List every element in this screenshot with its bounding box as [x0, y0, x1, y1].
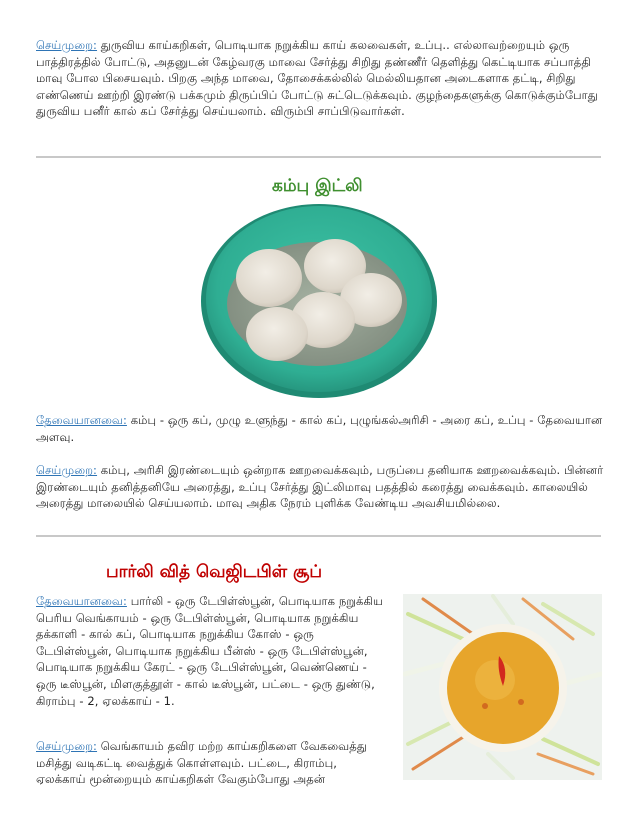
soup-garnish: [518, 699, 524, 705]
method-label: செய்முறை:: [36, 463, 98, 477]
ingredients-paragraph-soup: [36, 593, 388, 709]
soup-garnish: [482, 703, 488, 709]
ingredients-label: தேவையானவை:: [36, 594, 127, 608]
idli-piece: [236, 249, 302, 307]
method-text: வெங்காயம் தவிர மற்ற காய்கறிகளை வேகவைத்து மசித்து வடிகட்டி வைத்துக் கொள்ளவும். பட்டை, கிராம்பு, ஏலக்காய் மூன்றையும் காய்கறிகள் வேகும்போது அதன்: [36, 739, 367, 787]
method-label: செய்முறை:: [36, 739, 98, 753]
method-label: செய்முறை:: [36, 38, 98, 52]
idli-plate-image: [181, 200, 457, 400]
ingredients-paragraph-idli: [36, 412, 604, 445]
method-text: கம்பு, அரிசி இரண்டையும் ஒன்றாக ஊறவைக்கவும், பருப்பை தனியாக ஊறவைக்கவும். பின்னர் இரண்டையும் தனித்தனியே அரைத்து, உப்பு சேர்த்து இட்லிமாவு பதத்தில் கரைத்து வைக்கவும். காலையில் அரைத்து மாலையில் செய்யலாம். மாவு அதிக நேரம் புளிக்க வேண்டிய அவசியமில்லை.: [36, 463, 604, 511]
method-text: துருவிய காய்கறிகள், பொடியாக நறுக்கிய காய் கலவைகள், உப்பு.. எல்லாவற்றையும் ஒரு பாத்திரத்தில் போட்டு, அதனுடன் கேழ்வரகு மாவை சேர்த்து சிறிது தண்ணீர் தெளித்து கெட்டியாக சப்பாத்தி மாவு போல பிசையவும். பிறகு அந்த மாவை, தோசைக்கல்லில் மெல்லியதான அடைகளாக தட்டி, சிறிது எண்ணெய் ஊற்றி இரண்டு பக்கமும் திருப்பிப் போட்டு சுட்டெடுக்கவும். குழந்தைகளுக்கு கொடுக்கும்போது துருவிய பனீர் கால் கப் சேர்த்து செய்யலாம். விரும்பி சாப்பிடுவார்கள்.: [36, 38, 598, 119]
recipe-title-kambu-idli: கம்பு இட்லி: [272, 176, 363, 196]
ingredients-text: பார்லி - ஒரு டேபிள்ஸ்பூன், பொடியாக நறுக்கிய பெரிய வெங்காயம் - ஒரு டேபிள்ஸ்பூன், பொடியாக நறுக்கிய தக்காளி - கால் கப், பொடியாக நறுக்கிய கோஸ் - ஒரு டேபிள்ஸ்பூன், பொடியாக நறுக்கிய பீன்ஸ் - ஒரு டேபிள்ஸ்பூன், பொடியாக நறுக்கிய கேரட் - ஒரு டேபிள்ஸ்பூன், வெண்ணெய் - ஒரு டீஸ்பூன், மிளகுத்தூள் - கால் டீஸ்பூன், பட்டை - ஒரு துண்டு, கிராம்பு - 2, ஏலக்காய் - 1.: [36, 594, 383, 708]
ingredients-text: கம்பு - ஒரு கப், முழு உளுந்து - கால் கப், புழுங்கல்அரிசி - அரை கப், உப்பு - தேவையான அளவு.: [36, 413, 603, 444]
section-divider: [36, 535, 601, 537]
soup-bowl-image: [403, 594, 602, 780]
idli-piece: [246, 307, 308, 361]
recipe-title-barley-soup: பார்லி வித் வெஜிடபிள் சூப்: [106, 562, 322, 582]
ingredients-label: தேவையானவை:: [36, 413, 127, 427]
method-paragraph-top: [36, 37, 604, 120]
soup-highlight: [475, 660, 515, 700]
method-paragraph-soup: [36, 738, 388, 788]
section-divider: [36, 156, 601, 158]
method-paragraph-idli: [36, 462, 604, 512]
